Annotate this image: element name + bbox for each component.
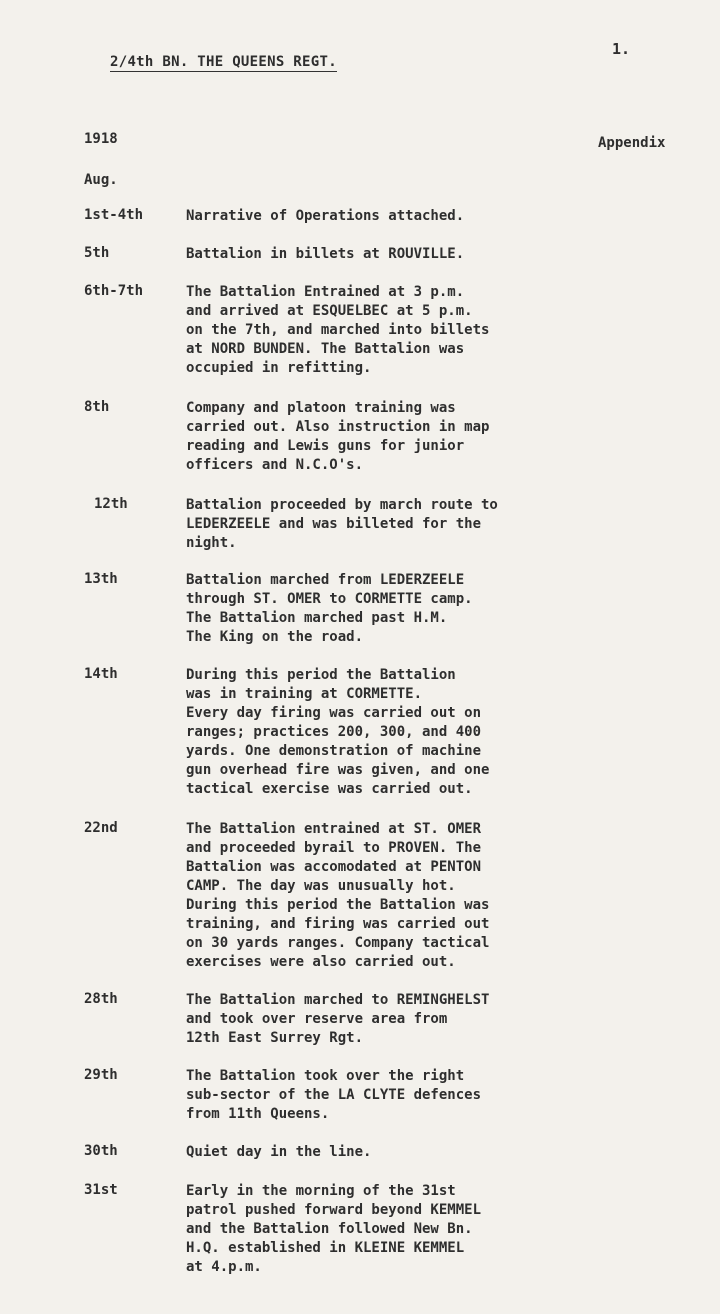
entry-text-line: from 11th Queens. <box>186 1106 330 1122</box>
entry-date: 13th <box>84 571 118 587</box>
entry-text-line: on the 7th, and marched into billets <box>186 322 490 338</box>
entry-text-line: was in training at CORMETTE. <box>186 686 423 702</box>
entry-text <box>186 571 616 647</box>
entry-text-line: Every day firing was carried out on <box>186 705 482 721</box>
entry-text <box>186 283 616 378</box>
entry-text-line: Battalion marched from LEDERZEELE <box>186 572 465 588</box>
entry-text-line: and arrived at ESQUELBEC at 5 p.m. <box>186 303 473 319</box>
entry-date: 29th <box>84 1067 118 1083</box>
entry-text-line: The Battalion took over the right <box>186 1068 465 1084</box>
entry-text-line: Quiet day in the line. <box>186 1144 372 1160</box>
year-label: 1918 <box>84 131 118 147</box>
entry-text-line: exercises were also carried out. <box>186 954 456 970</box>
entry-text-line: ranges; practices 200, 300, and 400 <box>186 724 482 740</box>
entry-text-line: reading and Lewis guns for junior <box>186 438 465 454</box>
entry-date: 31st <box>84 1182 118 1198</box>
entry-text-line: Company and platoon training was <box>186 400 456 416</box>
entry-text-line: at 4.p.m. <box>186 1259 262 1275</box>
entry-date: 12th <box>94 496 128 512</box>
entry-text-line: yards. One demonstration of machine <box>186 743 482 759</box>
entry-text-line: officers and N.C.O's. <box>186 457 364 473</box>
entry-text <box>186 666 616 799</box>
entry-date: 30th <box>84 1143 118 1159</box>
entry-text-line: on 30 yards ranges. Company tactical <box>186 935 490 951</box>
entry-text-line: patrol pushed forward beyond KEMMEL <box>186 1202 482 1218</box>
entry-text-line: Narrative of Operations attached. <box>186 208 465 224</box>
entry-date: 5th <box>84 245 110 261</box>
entry-text-line: During this period the Battalion was <box>186 897 490 913</box>
entry-text-line: The Battalion Entrained at 3 p.m. <box>186 284 465 300</box>
entry-text-line: LEDERZEELE and was billeted for the <box>186 516 482 532</box>
entry-text-line: Early in the morning of the 31st <box>186 1183 456 1199</box>
entry-text-line: Battalion was accomodated at PENTON <box>186 859 482 875</box>
entry-text-line: sub-sector of the LA CLYTE defences <box>186 1087 482 1103</box>
entry-text <box>186 496 616 553</box>
entry-text-line: at NORD BUNDEN. The Battalion was <box>186 341 465 357</box>
entry-date: 6th-7th <box>84 283 144 299</box>
entry-text <box>186 245 616 264</box>
entry-text-line: training, and firing was carried out <box>186 916 490 932</box>
entry-text-line: During this period the Battalion <box>186 667 456 683</box>
entry-text-line: gun overhead fire was given, and one <box>186 762 490 778</box>
appendix-column-label: Appendix <box>598 135 666 151</box>
entry-text-line: The Battalion entrained at ST. OMER <box>186 821 482 837</box>
entry-date: 1st-4th <box>84 207 144 223</box>
entry-text-line: and the Battalion followed New Bn. <box>186 1221 473 1237</box>
entry-date: 14th <box>84 666 118 682</box>
entry-text-line: The Battalion marched to REMINGHELST <box>186 992 490 1008</box>
document-heading: 2/4th BN. THE QUEENS REGT. <box>110 54 337 70</box>
entry-text <box>186 207 616 226</box>
entry-text <box>186 991 616 1048</box>
entry-text-line: H.Q. established in KLEINE KEMMEL <box>186 1240 465 1256</box>
entry-text-line: CAMP. The day was unusually hot. <box>186 878 456 894</box>
month-label: Aug. <box>84 172 118 188</box>
entry-text-line: and took over reserve area from <box>186 1011 448 1027</box>
entry-text-line: and proceeded byrail to PROVEN. The <box>186 840 482 856</box>
entry-date: 28th <box>84 991 118 1007</box>
entry-text-line: through ST. OMER to CORMETTE camp. <box>186 591 473 607</box>
entry-text-line: night. <box>186 535 237 551</box>
entry-text-line: tactical exercise was carried out. <box>186 781 473 797</box>
entry-text-line: occupied in refitting. <box>186 360 372 376</box>
entry-text <box>186 1067 616 1124</box>
entry-text-line: Battalion proceeded by march route to <box>186 497 498 513</box>
entry-text-line: The Battalion marched past H.M. <box>186 610 448 626</box>
entry-text <box>186 820 616 972</box>
entry-text-line: Battalion in billets at ROUVILLE. <box>186 246 465 262</box>
entry-date: 22nd <box>84 820 118 836</box>
entry-text <box>186 399 616 475</box>
entry-text-line: The King on the road. <box>186 629 364 645</box>
entry-text <box>186 1143 616 1162</box>
entry-text-line: 12th East Surrey Rgt. <box>186 1030 364 1046</box>
entry-date: 8th <box>84 399 110 415</box>
page-number: 1. <box>612 40 631 58</box>
entry-text <box>186 1182 616 1277</box>
entry-text-line: carried out. Also instruction in map <box>186 419 490 435</box>
